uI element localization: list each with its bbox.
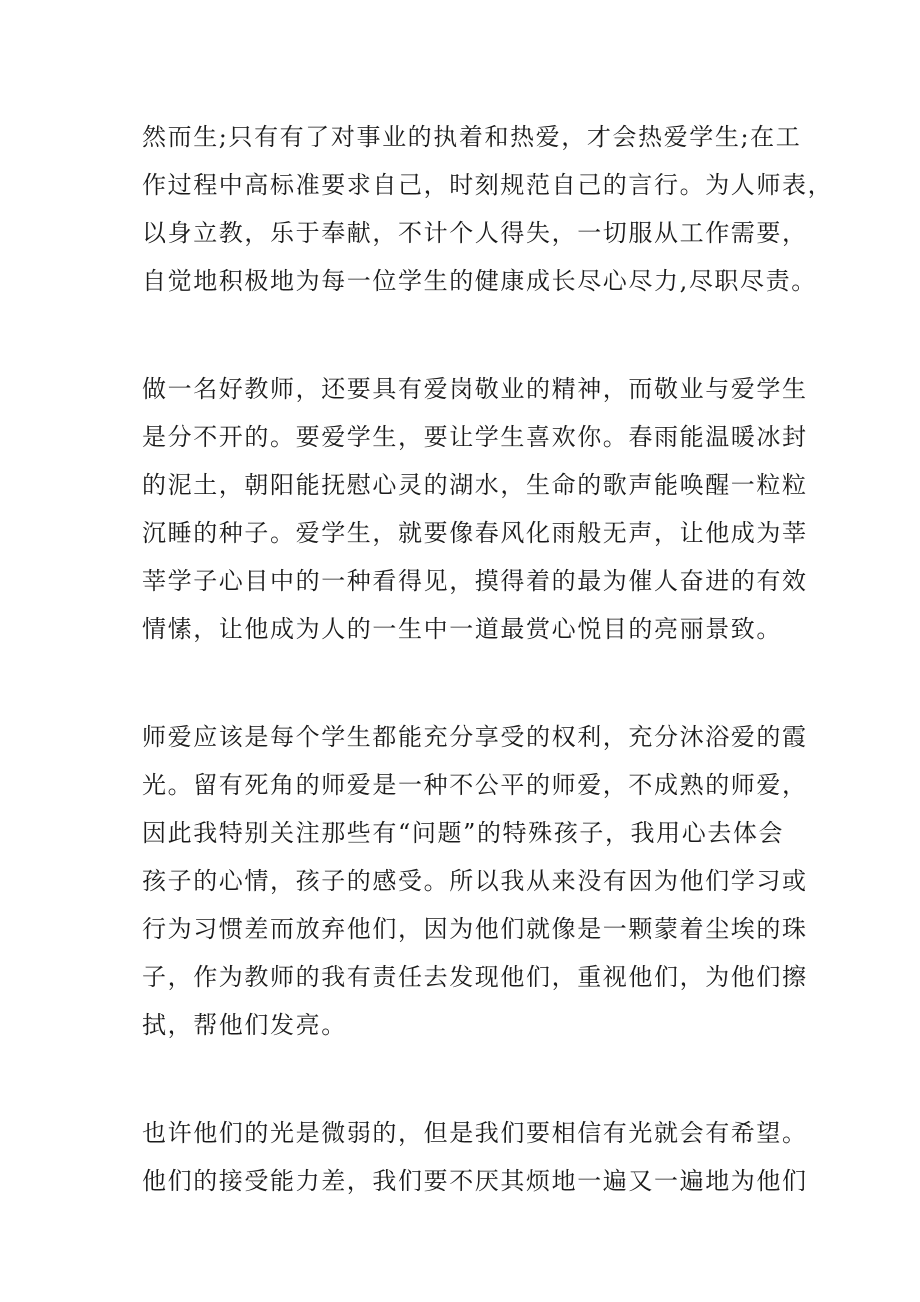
text-line: 行为习惯差而放弃他们，因为他们就像是一颗蒙着尘埃的珠 [142,915,808,943]
text-line: 子，作为教师的我有责任去发现他们，重视他们，为他们擦 [142,963,808,991]
text-line: 作过程中高标准要求自己，时刻规范自己的言行。为人师表， [142,171,834,199]
text-line: 做一名好教师，还要具有爱岗敬业的精神，而敬业与爱学生 [142,375,808,403]
text-line: 以身立教，乐于奉献，不计个人得失，一切服从工作需要， [142,219,808,247]
text-line: 光。留有死角的师爱是一种不公平的师爱，不成熟的师爱， [142,771,808,799]
text-line: 莘学子心目中的一种看得见，摸得着的最为催人奋进的有效 [142,567,808,595]
paragraph-2 [142,365,808,653]
text-line: 自觉地积极地为每一位学生的健康成长尽心尽力,尽职尽责。 [142,267,817,295]
paragraph-3 [142,713,808,1049]
paragraph-1 [142,113,834,305]
text-line: 情愫，让他成为人的一生中一道最赏心悦目的亮丽景致。 [142,615,782,643]
text-line: 也许他们的光是微弱的，但是我们要相信有光就会有希望。 [142,1119,808,1147]
text-line: 他们的接受能力差，我们要不厌其烦地一遍又一遍地为他们 [142,1167,808,1195]
text-line: 然而生;只有有了对事业的执着和热爱，才会热爱学生;在工 [142,123,802,151]
paragraph-4 [142,1109,808,1205]
text-line: 的泥土，朝阳能抚慰心灵的湖水，生命的歌声能唤醒一粒粒 [142,471,808,499]
text-line: 师爱应该是每个学生都能充分享受的权利，充分沐浴爱的霞 [142,723,808,751]
text-line: 因此我特别关注那些有“问题”的特殊孩子，我用心去体会 [142,819,785,847]
text-line: 是分不开的。要爱学生，要让学生喜欢你。春雨能温暖冰封 [142,423,808,451]
text-line: 沉睡的种子。爱学生，就要像春风化雨般无声，让他成为莘 [142,519,808,547]
text-line: 拭，帮他们发亮。 [142,1011,347,1039]
text-line: 孩子的心情，孩子的感受。所以我从来没有因为他们学习或 [142,867,808,895]
